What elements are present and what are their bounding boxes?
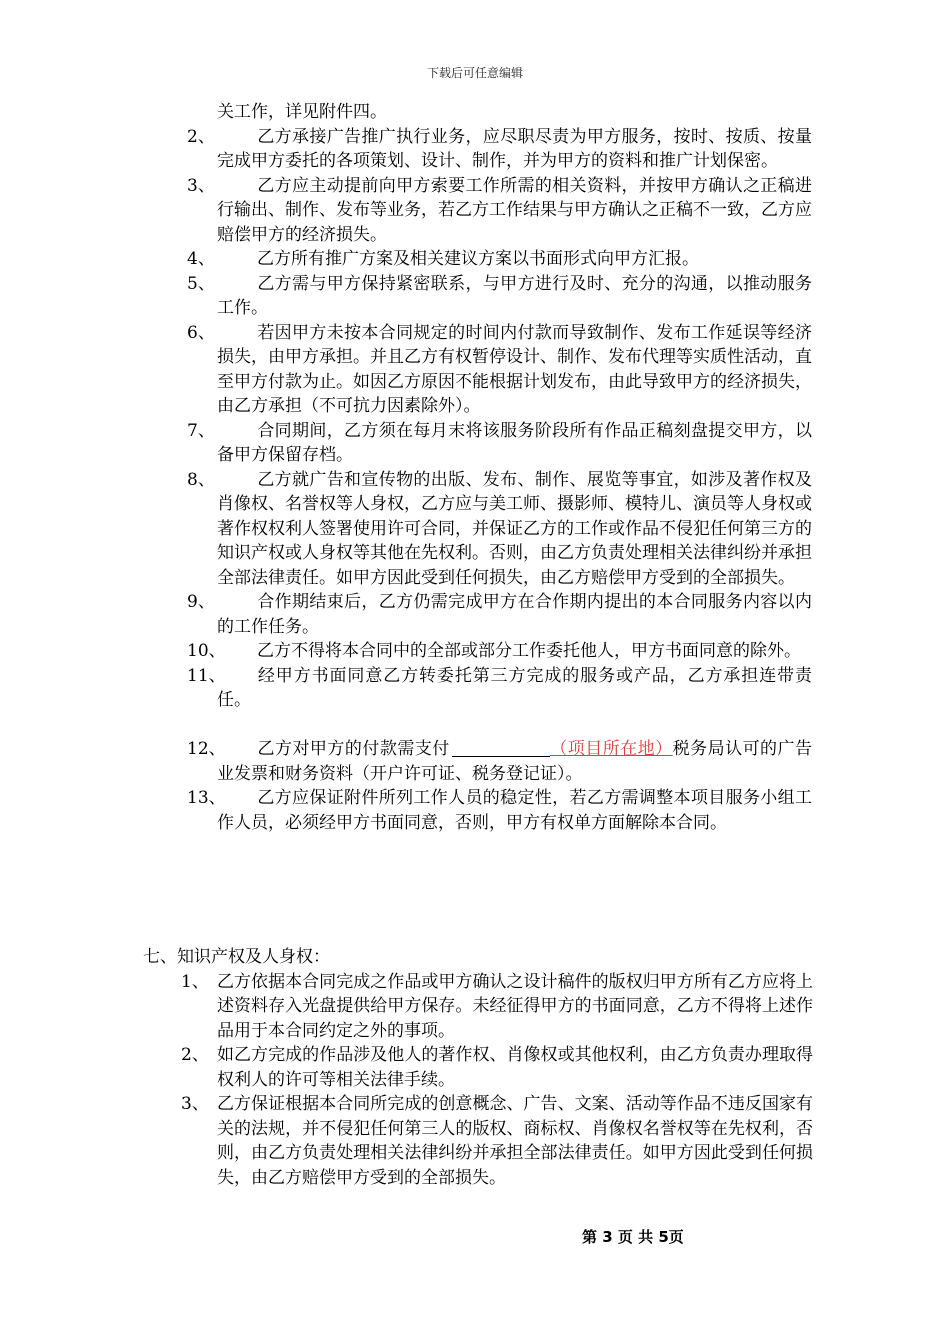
section-6-obligations — [187, 100, 812, 835]
clause-item — [187, 713, 812, 738]
clause-text: 合作期结束后，乙方仍需完成甲方在合作期内提出的本合同服务内容以内的工作任务。 — [217, 592, 812, 637]
clause-item — [187, 639, 812, 664]
clause-item — [187, 321, 812, 419]
clause-text: 如乙方完成的作品涉及他人的著作权、肖像权或其他权利，由乙方负责办理取得权利人的许可等相关法律手续。 — [217, 1045, 813, 1090]
clause-item — [187, 664, 812, 713]
clause-item — [187, 174, 812, 248]
clause-number: 3、 — [181, 1094, 209, 1114]
clause-text: 乙方依据本合同完成之作品或甲方确认之设计稿件的版权归甲方所有乙方应将上述资料存入光盘提供给甲方保存。未经征得甲方的书面同意，乙方不得将上述作品用于本合同约定之外的事项。 — [217, 971, 813, 1041]
clause-text: 乙方就广告和宣传物的出版、发布、制作、展览等事宜，如涉及著作权及肖像权、名誉权等人身权，乙方应与美工师、摄影师、模特儿、演员等人身权或著作权权利人签署使用许可合同，并保证乙方的工作或作品不侵犯任何第三方的知识产权或人身权等其他在先权利。否则，由乙方负责处理相关法律纠纷并承担全部法律责任。如甲方因此受到任何损失，由乙方赔偿甲方受到的全部损失。 — [217, 469, 812, 588]
section-7-ip-rights — [143, 945, 813, 1190]
clause-number: 2、 — [181, 1045, 209, 1065]
clause-item — [143, 970, 813, 1044]
clause-text: 乙方承接广告推广执行业务，应尽职尽责为甲方服务，按时、按质、按量完成甲方委托的各项策划、设计、制作，并为甲方的资料和推广计划保密。 — [217, 126, 812, 171]
continuation-text — [187, 100, 812, 125]
clause-text: 乙方不得将本合同中的全部或部分工作委托他人，甲方书面同意的除外。 — [257, 641, 801, 661]
page-number: 第 3 页 共 5页 — [582, 1228, 684, 1246]
clause-text: 乙方应主动提前向甲方索要工作所需的相关资料，并按甲方确认之正稿进行输出、制作、发布等业务，若乙方工作结果与甲方确认之正稿不一致，乙方应赔偿甲方的经济损失。 — [217, 175, 812, 245]
clause-number: 6、 — [187, 322, 215, 343]
clause-text: 若因甲方未按本合同规定的时间内付款而导致制作、发布工作延误等经济损失，由甲方承担。并且乙方有权暂停设计、制作、发布代理等实质性活动，直至甲方付款为止。如因乙方原因不能根据计划发布，由此导致甲方的经济损失，由乙方承担（不可抗力因素除外）。 — [217, 322, 812, 416]
clause-text: 合同期间，乙方须在每月末将该服务阶段所有作品正稿刻盘提交甲方，以备甲方保留存档。 — [217, 420, 812, 465]
clause-text: 乙方所有推广方案及相关建议方案以书面形式向甲方汇报。 — [257, 249, 699, 269]
clause-number: 10、 — [187, 641, 226, 661]
clause-number: 5、 — [187, 273, 215, 294]
clause-text: 乙方需与甲方保持紧密联系，与甲方进行及时、充分的沟通，以推动服务工作。 — [217, 273, 812, 318]
continuation-line: 关工作，详见附件四。 — [217, 102, 387, 122]
clause-number: 11、 — [187, 665, 226, 686]
clause-text: 乙方应保证附件所列工作人员的稳定性，若乙方需调整本项目服务小组工作人员，必须经甲方书面同意，否则，甲方有权单方面解除本合同。 — [217, 788, 812, 833]
clause-number: 3、 — [187, 175, 215, 196]
location-placeholder: （项目所在地） — [549, 739, 673, 759]
fill-in-blank — [452, 738, 550, 757]
clause-number: 2、 — [187, 126, 215, 147]
clause-text: 经甲方书面同意乙方转委托第三方完成的服务或产品，乙方承担连带责任。 — [217, 665, 812, 710]
clause-number: 7、 — [187, 420, 215, 441]
clause-number: 9、 — [187, 592, 215, 612]
section-title: 七、知识产权及人身权： — [143, 947, 330, 967]
clause-item — [187, 247, 812, 272]
clause-number: 4、 — [187, 249, 215, 269]
clause-number: 13、 — [187, 788, 226, 808]
clause-item — [187, 786, 812, 835]
clause-item — [187, 272, 812, 321]
clause-text: 乙方保证根据本合同所完成的创意概念、广告、文案、活动等作品不违反国家有关的法规，并不侵犯任何第三人的版权、商标权、肖像权名誉权等在先权利，否则，由乙方负责处理相关法律纠纷并承担全部法律责任。如甲方因此受到任何损失，由乙方赔偿甲方受到的全部损失。 — [217, 1094, 813, 1188]
page-header: 下载后可任意编辑 — [426, 66, 523, 80]
clause-text-after: 税务局认可的广告业发票和财务资料（开户许可证、税务登记证）。 — [217, 739, 813, 784]
clause-number: 1、 — [181, 971, 209, 992]
clause-item — [187, 468, 812, 591]
clause-item-payment — [187, 737, 812, 786]
clause-number: 8、 — [187, 469, 215, 490]
clause-item — [187, 125, 812, 174]
clause-item — [187, 590, 812, 639]
clause-item — [143, 1092, 813, 1190]
clause-item — [187, 419, 812, 468]
clause-text-before: 乙方对甲方的付款需支付 — [257, 739, 450, 759]
clause-item — [143, 1043, 813, 1092]
clause-number: 12、 — [187, 739, 226, 759]
